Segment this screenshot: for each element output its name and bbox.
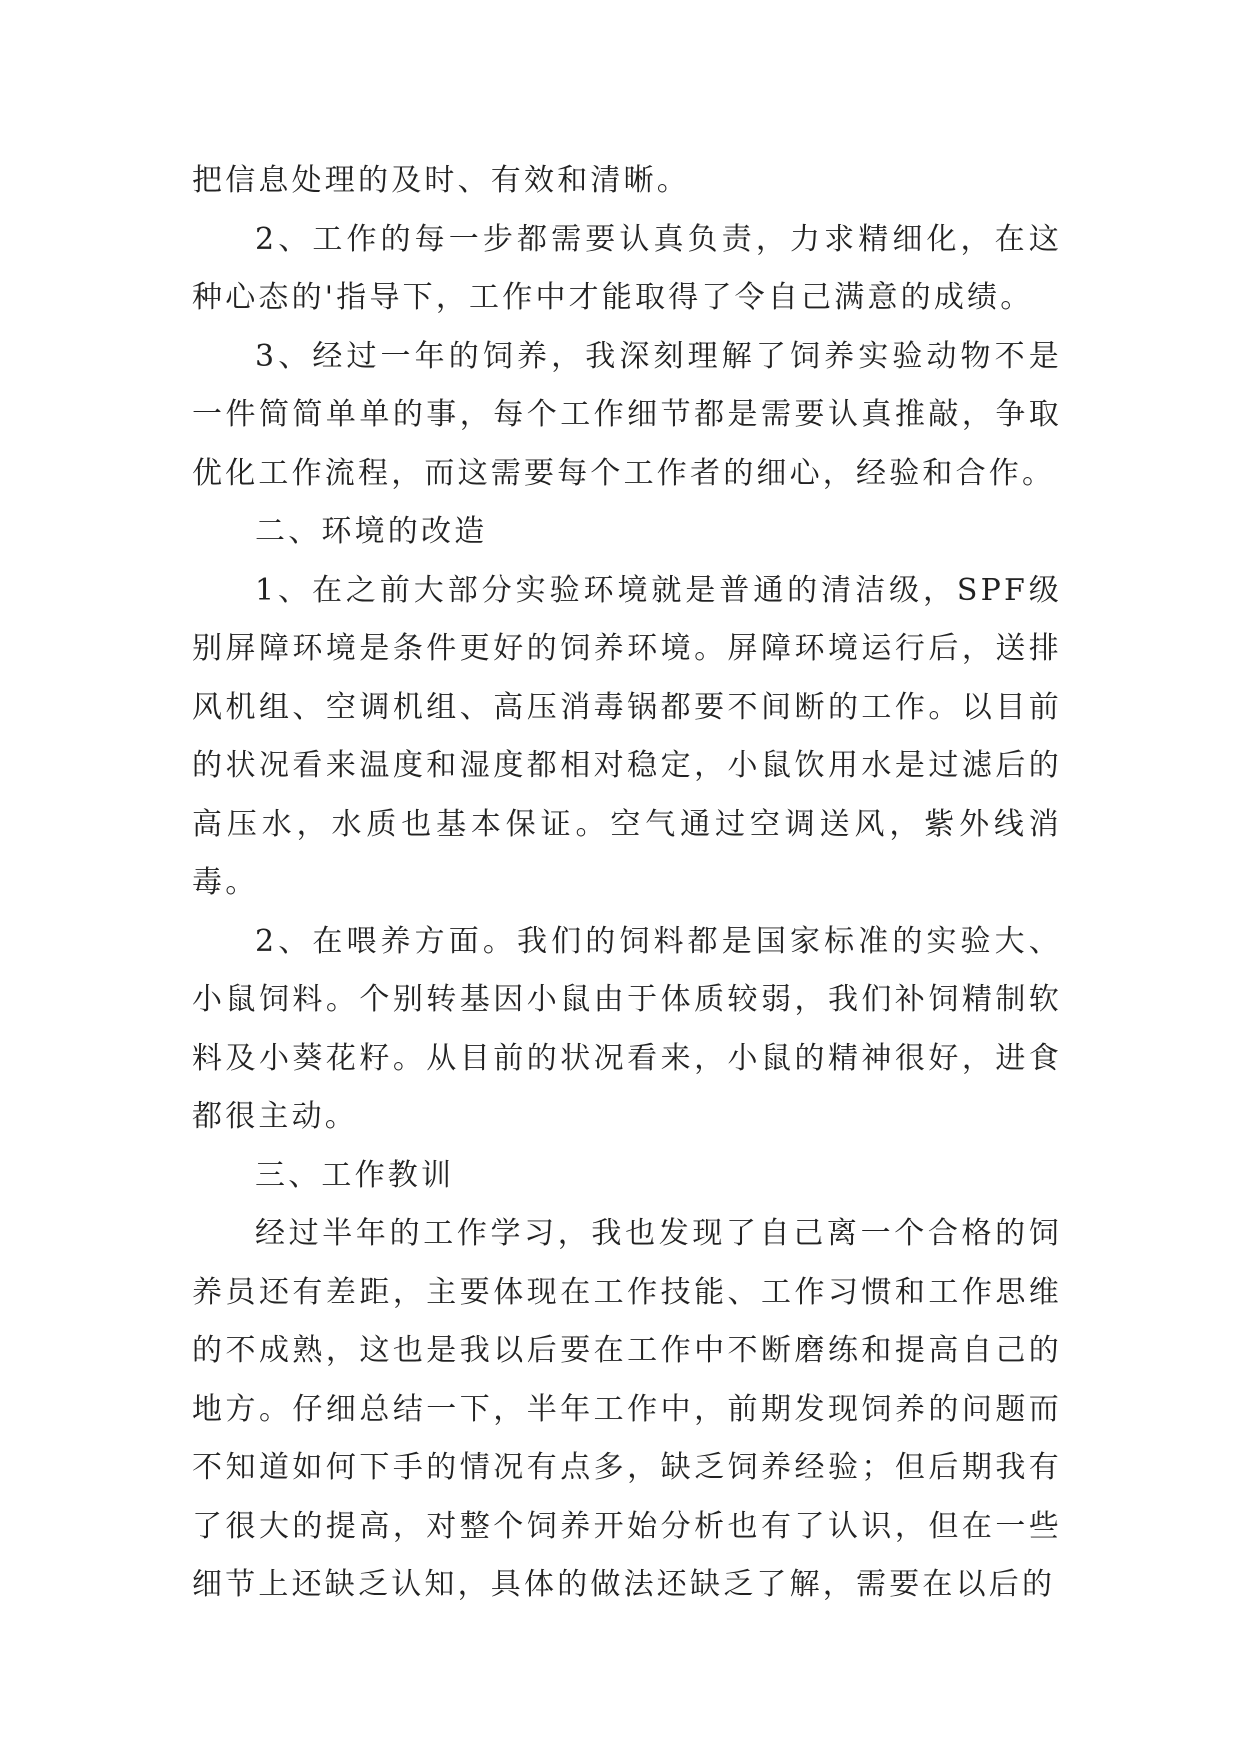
document-body bbox=[192, 152, 1062, 1615]
section-heading-lessons: 三、工作教训 bbox=[255, 1157, 455, 1193]
section-heading-environment: 二、环境的改造 bbox=[255, 514, 488, 549]
paragraph-environment-1: 1、在之前大部分实验环境就是普通的清洁级，SPF级别屏障环境是条件更好的饲养环境。屏障环境运行后，送排风机组、空调机组、高压消毒锅都要不间断的工作。以目前的状况看来温度和湿度都相对稳定，小鼠饮用水是过滤后的高压水，水质也基本保证。空气通过空调送风，紫外线消毒。 bbox=[192, 572, 1062, 900]
paragraph-lessons: 经过半年的工作学习，我也发现了自己离一个合格的饲养员还有差距，主要体现在工作技能、工作习惯和工作思维的不成熟，这也是我以后要在工作中不断磨练和提高自己的地方。仔细总结一下，半年工作中，前期发现饲养的问题而不知道如何下手的情况有点多，缺乏饲养经验；但后期我有了很大的提高，对整个饲养开始分析也有了认识，但在一些细节上还缺乏认知，具体的做法还缺乏了解，需要在以后的 bbox=[192, 1216, 1062, 1602]
paragraph-point-3: 3、经过一年的饲养，我深刻理解了饲养实验动物不是一件简简单单的事，每个工作细节都是需要认真推敲，争取优化工作流程，而这需要每个工作者的细心，经验和合作。 bbox=[192, 338, 1062, 491]
paragraph-environment-2: 2、在喂养方面。我们的饲料都是国家标准的实验大、小鼠饲料。个别转基因小鼠由于体质较弱，我们补饲精制软料及小葵花籽。从目前的状况看来，小鼠的精神很好，进食都很主动。 bbox=[192, 923, 1062, 1134]
paragraph-point-2: 2、工作的每一步都需要认真负责，力求精细化，在这种心态的'指导下，工作中才能取得了令自己满意的成绩。 bbox=[192, 221, 1062, 315]
paragraph-continuation: 把信息处理的及时、有效和清晰。 bbox=[192, 163, 690, 198]
